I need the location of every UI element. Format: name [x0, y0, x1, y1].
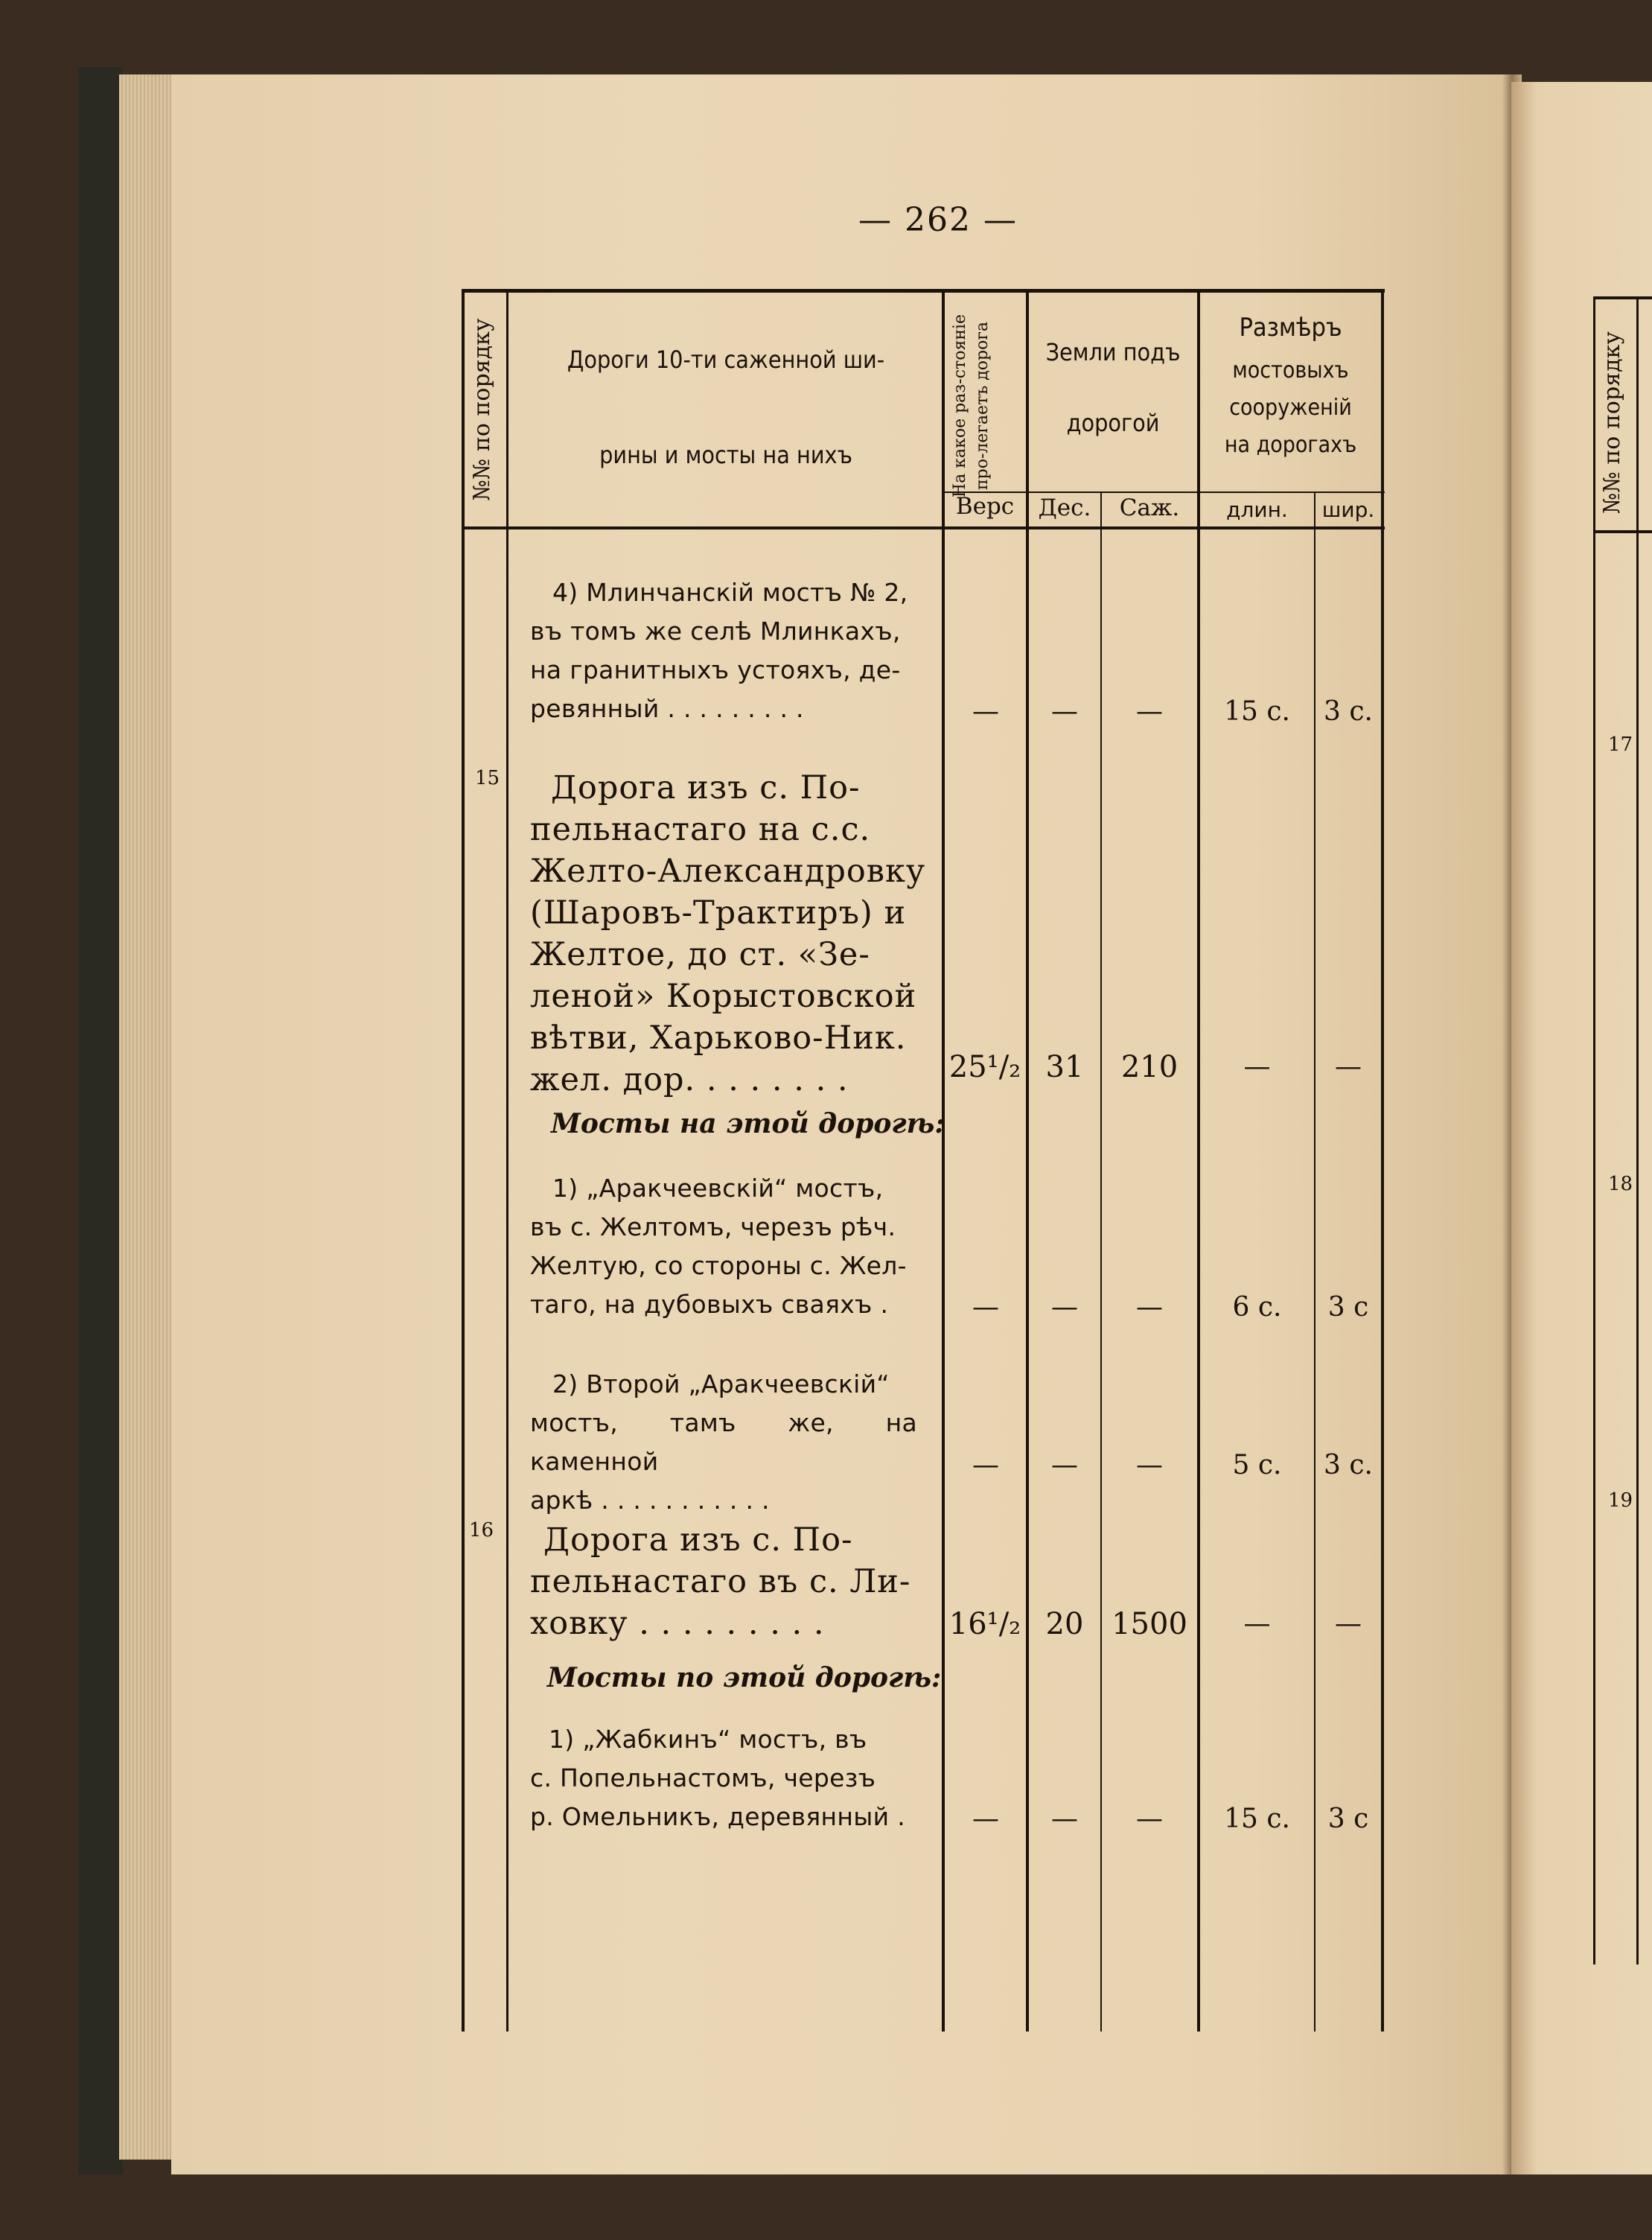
cell-length: 6 с.: [1232, 1292, 1282, 1323]
col-divider-roads: [942, 289, 945, 2031]
cell-saj: —: [1136, 696, 1163, 727]
table-top-rule: [462, 289, 1385, 293]
right-table-header-rule: [1593, 530, 1652, 533]
table-row-text: [530, 1519, 932, 1644]
header-distance-unit: Верс: [955, 493, 1015, 520]
table-row-text: [530, 573, 917, 728]
page-edges: [119, 74, 179, 2160]
cell-length: 15 с.: [1224, 696, 1290, 727]
text-line: Дорога изъ с. По-: [543, 1521, 853, 1559]
section-subheading: Мосты на этой дорогѣ:: [551, 1108, 945, 1139]
text-line: аркѣ . . . . . . . . . . .: [530, 1486, 770, 1515]
page-number: — 262 —: [858, 201, 1018, 239]
text-line: вѣтви, Харьково-Ник.: [530, 1019, 907, 1057]
text-line: 2) Второй „Аракчеевскій“: [552, 1369, 890, 1399]
right-col-divider: [1636, 296, 1639, 1964]
header-land-saj: Саж.: [1119, 494, 1180, 521]
text-line: въ с. Желтомъ, черезъ рѣч.: [530, 1212, 896, 1241]
cell-length: 5 с.: [1232, 1450, 1282, 1480]
header-size-line4: на дорогахъ: [1224, 432, 1357, 458]
table-row-text: [530, 1720, 917, 1836]
text-line: леной» Корыстовской: [530, 978, 917, 1015]
table-left-border: [462, 289, 465, 2031]
header-land-des: Дес.: [1038, 494, 1091, 521]
table-header-rule: [462, 526, 1385, 529]
header-distance: На какое раз-стояніе про-легаетъ дорога: [951, 314, 992, 498]
text-line: 1) „Аракчеевскій“ мостъ,: [552, 1174, 884, 1203]
header-size-width: шир.: [1321, 497, 1375, 522]
table-right-border: [1381, 289, 1384, 2031]
text-line: 1) „Жабкинъ“ мостъ, въ: [549, 1725, 867, 1754]
header-size-line1: Размѣръ: [1239, 313, 1342, 343]
header-size-length: длин.: [1226, 497, 1288, 522]
cell-des: —: [1051, 696, 1078, 727]
header-size-line3: сооруженій: [1229, 395, 1352, 421]
col-divider-no: [506, 289, 508, 2031]
table-row-text: [530, 1169, 917, 1324]
cell-des: —: [1051, 1804, 1078, 1834]
cell-width: 3 с: [1327, 1804, 1369, 1834]
table-row-text: [530, 1365, 917, 1520]
right-row-number: 18: [1608, 1173, 1633, 1195]
text-line: пельнастаго на с.с.: [530, 811, 871, 848]
cell-saj: 210: [1120, 1050, 1179, 1084]
cell-saj: —: [1136, 1804, 1163, 1834]
cell-des: 20: [1045, 1607, 1084, 1641]
text-line: пельнастаго въ с. Ли-: [530, 1563, 911, 1600]
text-line: мостъ, тамъ же, на каменной: [530, 1408, 917, 1476]
section-subheading: Мосты по этой дорогѣ:: [547, 1662, 942, 1693]
text-line: (Шаровъ-Трактиръ) и: [530, 894, 907, 932]
cell-verst: 16¹/₂: [948, 1607, 1021, 1641]
cell-saj: —: [1136, 1450, 1163, 1480]
cell-width: —: [1335, 1051, 1362, 1082]
text-line: ревянный . . . . . . . . .: [530, 694, 804, 723]
cell-width: —: [1335, 1609, 1362, 1639]
text-line: 4) Млинчанскій мостъ № 2,: [552, 578, 908, 607]
cell-verst: —: [972, 1292, 999, 1323]
right-row-number: 17: [1608, 734, 1633, 756]
cell-width: 3 с.: [1324, 1450, 1373, 1480]
cell-des: —: [1051, 1292, 1078, 1323]
cell-length: —: [1243, 1609, 1271, 1639]
text-line: въ томъ же селѣ Млинкахъ,: [530, 617, 901, 646]
col-divider-size: [1197, 289, 1200, 2031]
cell-length: 15 с.: [1224, 1804, 1290, 1834]
right-table-left-border: [1593, 296, 1595, 1964]
header-size-line2: мостовыхъ: [1232, 357, 1349, 384]
right-row-number: 19: [1608, 1489, 1633, 1512]
book-cover: [78, 67, 123, 2174]
cell-des: —: [1051, 1450, 1078, 1480]
text-line: Дорога изъ с. По-: [551, 769, 861, 806]
text-line: на гранитныхъ устояхъ, де-: [530, 655, 901, 684]
text-line: Желто-Александровку: [530, 853, 926, 890]
row-number: 16: [469, 1519, 494, 1541]
text-line: таго, на дубовыхъ сваяхъ .: [530, 1290, 889, 1319]
header-number: №№ по порядку: [469, 318, 495, 501]
right-table-top-rule: [1593, 296, 1652, 299]
text-line: ховку . . . . . . . . .: [530, 1605, 825, 1642]
text-line: с. Попельнастомъ, черезъ: [530, 1763, 876, 1792]
header-land-line1: Земли подъ: [1045, 338, 1181, 366]
text-line: Желтое, до ст. «Зе-: [530, 936, 870, 973]
cell-saj: —: [1136, 1292, 1163, 1323]
cell-length: —: [1243, 1051, 1271, 1082]
cell-verst: —: [972, 696, 999, 727]
cell-width: 3 с.: [1324, 696, 1373, 727]
cell-saj: 1500: [1112, 1607, 1187, 1641]
text-line: р. Омельникъ, деревянный .: [530, 1802, 905, 1831]
cell-verst: 25¹/₂: [948, 1050, 1021, 1084]
cell-verst: —: [972, 1450, 999, 1480]
table-row-text: [530, 767, 932, 1101]
header-roads-line2: рины и мосты на нихъ: [599, 441, 852, 469]
cell-verst: —: [972, 1804, 999, 1834]
cell-width: 3 с: [1327, 1292, 1369, 1323]
col-divider-verst: [1026, 289, 1029, 2031]
text-line: жел. дор. . . . . . . .: [530, 1061, 849, 1098]
right-page: [1511, 82, 1652, 2174]
text-line: Желтую, со стороны с. Жел-: [530, 1251, 907, 1280]
cell-des: 31: [1045, 1050, 1084, 1084]
row-number: 15: [475, 767, 500, 789]
header-roads-line1: Дороги 10-ти саженной ши-: [567, 346, 885, 374]
header-land-line2: дорогой: [1066, 409, 1160, 437]
right-header-number: №№ по порядку: [1599, 331, 1625, 514]
